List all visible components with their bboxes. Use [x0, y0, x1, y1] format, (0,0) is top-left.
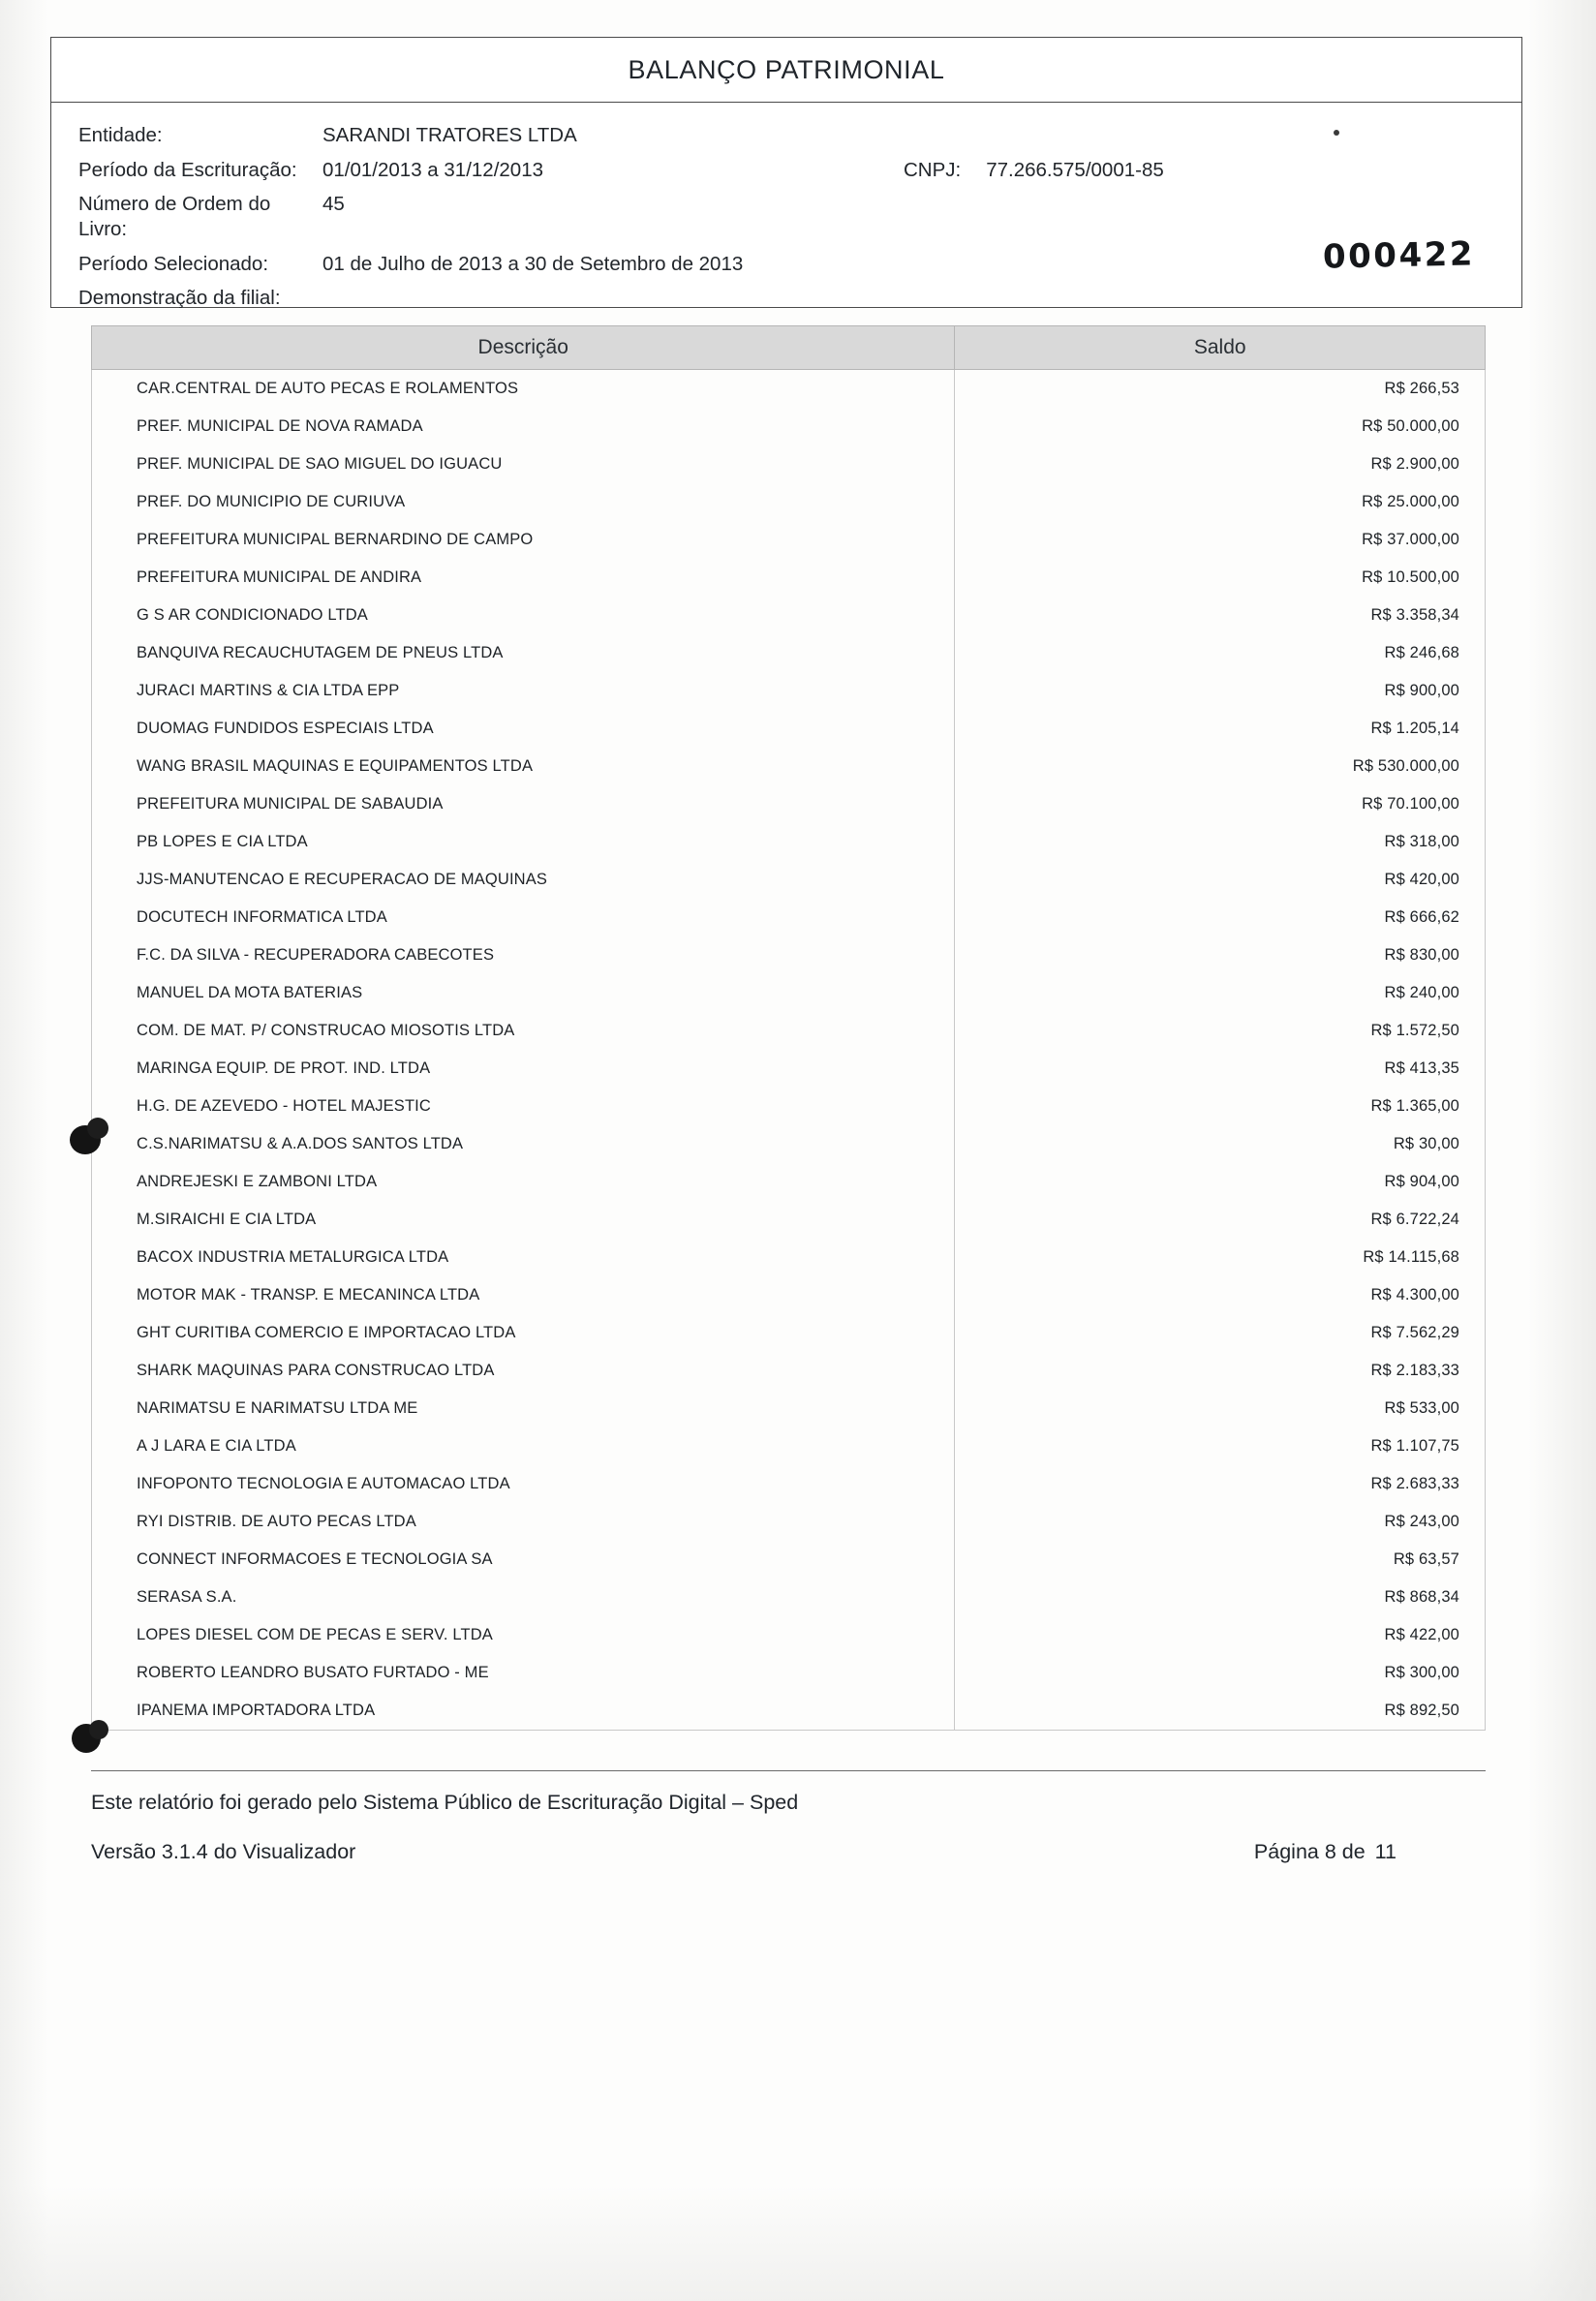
header-row-demonstracao-filial: [51, 281, 1521, 316]
cell-descricao: BACOX INDUSTRIA METALURGICA LTDA: [92, 1239, 955, 1276]
footer-version: Versão 3.1.4 do Visualizador: [91, 1840, 356, 1863]
cell-saldo: R$ 533,00: [955, 1390, 1486, 1427]
table-row: [92, 823, 1486, 861]
cell-descricao: MANUEL DA MOTA BATERIAS: [92, 974, 955, 1012]
header-row-entidade: [51, 118, 1521, 153]
table-row: [92, 1314, 1486, 1352]
cell-saldo: R$ 25.000,00: [955, 483, 1486, 521]
cell-descricao: G S AR CONDICIONADO LTDA: [92, 597, 955, 634]
periodo-escrituracao-value: 01/01/2013 a 31/12/2013: [322, 158, 543, 181]
page-title: BALANÇO PATRIMONIAL: [628, 54, 945, 84]
footer-page-number: [1254, 1840, 1396, 1864]
table-row: [92, 634, 1486, 672]
table-row: [92, 936, 1486, 974]
cell-saldo: R$ 10.500,00: [955, 559, 1486, 597]
table-row: [92, 597, 1486, 634]
column-header-descricao: Descrição: [92, 326, 955, 370]
table-row: [92, 1352, 1486, 1390]
page-stamp-number: 000422: [1322, 234, 1476, 277]
cell-descricao: GHT CURITIBA COMERCIO E IMPORTACAO LTDA: [92, 1314, 955, 1352]
cell-descricao: WANG BRASIL MAQUINAS E EQUIPAMENTOS LTDA: [92, 748, 955, 785]
table-row: [92, 974, 1486, 1012]
table-row: [92, 1163, 1486, 1201]
table-head: [92, 326, 1486, 370]
header-row-numero-ordem: [51, 187, 1521, 246]
cell-saldo: R$ 2.183,33: [955, 1352, 1486, 1390]
cell-saldo: R$ 1.365,00: [955, 1088, 1486, 1125]
table-row: [92, 1125, 1486, 1163]
cell-saldo: R$ 240,00: [955, 974, 1486, 1012]
table-row: [92, 1541, 1486, 1579]
cell-descricao: IPANEMA IMPORTADORA LTDA: [92, 1692, 955, 1731]
table-row: [92, 1692, 1486, 1731]
document-content: [50, 37, 1522, 1863]
cell-saldo: R$ 37.000,00: [955, 521, 1486, 559]
cell-saldo: R$ 1.205,14: [955, 710, 1486, 748]
cell-descricao: PREF. DO MUNICIPIO DE CURIUVA: [92, 483, 955, 521]
periodo-escrituracao-label: Período da Escrituração:: [78, 158, 297, 181]
table-row: [92, 748, 1486, 785]
cell-descricao: ROBERTO LEANDRO BUSATO FURTADO - ME: [92, 1654, 955, 1692]
cell-saldo: R$ 3.358,34: [955, 597, 1486, 634]
table-row: [92, 710, 1486, 748]
cell-descricao: ANDREJESKI E ZAMBONI LTDA: [92, 1163, 955, 1201]
entidade-label: Entidade:: [78, 124, 163, 146]
scan-edge-shading-bottom: [0, 2185, 1596, 2301]
table-row: [92, 1427, 1486, 1465]
table-row: [92, 559, 1486, 597]
cell-saldo: R$ 1.572,50: [955, 1012, 1486, 1050]
header-row-periodo-escrituracao: [51, 153, 1521, 188]
cell-descricao: PREFEITURA MUNICIPAL BERNARDINO DE CAMPO: [92, 521, 955, 559]
table-row: [92, 1088, 1486, 1125]
cell-saldo: R$ 266,53: [955, 370, 1486, 409]
table-row: [92, 1276, 1486, 1314]
cell-descricao: MOTOR MAK - TRANSP. E MECANINCA LTDA: [92, 1276, 955, 1314]
cell-saldo: R$ 1.107,75: [955, 1427, 1486, 1465]
cell-descricao: COM. DE MAT. P/ CONSTRUCAO MIOSOTIS LTDA: [92, 1012, 955, 1050]
entidade-value: SARANDI TRATORES LTDA: [322, 124, 577, 146]
column-header-saldo: Saldo: [955, 326, 1486, 370]
cell-descricao: NARIMATSU E NARIMATSU LTDA ME: [92, 1390, 955, 1427]
balance-table: [91, 325, 1486, 1731]
cell-descricao: C.S.NARIMATSU & A.A.DOS SANTOS LTDA: [92, 1125, 955, 1163]
table-row: [92, 785, 1486, 823]
cell-descricao: A J LARA E CIA LTDA: [92, 1427, 955, 1465]
footer-bottom-row: [91, 1840, 1486, 1864]
table-row: [92, 861, 1486, 899]
cell-descricao: LOPES DIESEL COM DE PECAS E SERV. LTDA: [92, 1616, 955, 1654]
table-row: [92, 1012, 1486, 1050]
cell-descricao: SHARK MAQUINAS PARA CONSTRUCAO LTDA: [92, 1352, 955, 1390]
cell-descricao: MARINGA EQUIP. DE PROT. IND. LTDA: [92, 1050, 955, 1088]
ink-blob-artifact-2b: [89, 1720, 108, 1739]
table-row: [92, 1654, 1486, 1692]
document-header-box: [50, 103, 1522, 308]
periodo-selecionado-value: 01 de Julho de 2013 a 30 de Setembro de 2013: [322, 252, 744, 275]
cell-descricao: CONNECT INFORMACOES E TECNOLOGIA SA: [92, 1541, 955, 1579]
cnpj-label: CNPJ:: [904, 158, 962, 181]
cell-descricao: PREFEITURA MUNICIPAL DE SABAUDIA: [92, 785, 955, 823]
table-row: [92, 1616, 1486, 1654]
cell-saldo: R$ 243,00: [955, 1503, 1486, 1541]
cell-saldo: R$ 666,62: [955, 899, 1486, 936]
cell-saldo: R$ 413,35: [955, 1050, 1486, 1088]
scan-artifact-dot: [1334, 130, 1339, 136]
table-row: [92, 1503, 1486, 1541]
cell-saldo: R$ 7.562,29: [955, 1314, 1486, 1352]
cell-saldo: R$ 300,00: [955, 1654, 1486, 1692]
cell-saldo: R$ 892,50: [955, 1692, 1486, 1731]
cell-descricao: M.SIRAICHI E CIA LTDA: [92, 1201, 955, 1239]
table-row: [92, 483, 1486, 521]
cell-saldo: R$ 530.000,00: [955, 748, 1486, 785]
table-row: [92, 1239, 1486, 1276]
cell-descricao: PREFEITURA MUNICIPAL DE ANDIRA: [92, 559, 955, 597]
footer-generated-by: Este relatório foi gerado pelo Sistema Público de Escrituração Digital – Sped: [91, 1791, 799, 1814]
cnpj-group: [904, 158, 1164, 183]
cell-saldo: R$ 2.900,00: [955, 445, 1486, 483]
cell-saldo: R$ 70.100,00: [955, 785, 1486, 823]
cell-saldo: R$ 900,00: [955, 672, 1486, 710]
table-row: [92, 521, 1486, 559]
cell-saldo: R$ 830,00: [955, 936, 1486, 974]
numero-ordem-value: 45: [322, 193, 345, 216]
cell-descricao: SERASA S.A.: [92, 1579, 955, 1616]
table-header-row: [92, 326, 1486, 370]
numero-ordem-label: Número de Ordem do Livro:: [78, 193, 271, 240]
cell-descricao: PREF. MUNICIPAL DE SAO MIGUEL DO IGUACU: [92, 445, 955, 483]
table-row: [92, 672, 1486, 710]
table-row: [92, 445, 1486, 483]
cell-descricao: JURACI MARTINS & CIA LTDA EPP: [92, 672, 955, 710]
cell-descricao: F.C. DA SILVA - RECUPERADORA CABECOTES: [92, 936, 955, 974]
table-row: [92, 408, 1486, 445]
cell-saldo: R$ 420,00: [955, 861, 1486, 899]
cell-saldo: R$ 422,00: [955, 1616, 1486, 1654]
cnpj-value: 77.266.575/0001-85: [986, 158, 1164, 181]
periodo-selecionado-label: Período Selecionado:: [78, 252, 269, 275]
cell-saldo: R$ 904,00: [955, 1163, 1486, 1201]
balance-table-wrapper: [91, 325, 1486, 1731]
cell-saldo: R$ 246,68: [955, 634, 1486, 672]
cell-descricao: DUOMAG FUNDIDOS ESPECIAIS LTDA: [92, 710, 955, 748]
cell-saldo: R$ 50.000,00: [955, 408, 1486, 445]
header-row-periodo-selecionado: [51, 247, 1521, 282]
table-row: [92, 1390, 1486, 1427]
table-row: [92, 1579, 1486, 1616]
cell-descricao: INFOPONTO TECNOLOGIA E AUTOMACAO LTDA: [92, 1465, 955, 1503]
table-row: [92, 1050, 1486, 1088]
cell-descricao: CAR.CENTRAL DE AUTO PECAS E ROLAMENTOS: [92, 370, 955, 409]
cell-descricao: H.G. DE AZEVEDO - HOTEL MAJESTIC: [92, 1088, 955, 1125]
page-total: 11: [1374, 1840, 1396, 1863]
cell-descricao: PB LOPES E CIA LTDA: [92, 823, 955, 861]
footer-divider: [91, 1770, 1486, 1771]
cell-saldo: R$ 868,34: [955, 1579, 1486, 1616]
cell-saldo: R$ 30,00: [955, 1125, 1486, 1163]
cell-saldo: R$ 14.115,68: [955, 1239, 1486, 1276]
cell-descricao: BANQUIVA RECAUCHUTAGEM DE PNEUS LTDA: [92, 634, 955, 672]
cell-descricao: JJS-MANUTENCAO E RECUPERACAO DE MAQUINAS: [92, 861, 955, 899]
scan-edge-shading-left: [0, 0, 48, 2301]
document-title-box: [50, 37, 1522, 103]
cell-descricao: DOCUTECH INFORMATICA LTDA: [92, 899, 955, 936]
cell-descricao: RYI DISTRIB. DE AUTO PECAS LTDA: [92, 1503, 955, 1541]
page-label: Página 8 de: [1253, 1840, 1366, 1863]
table-row: [92, 899, 1486, 936]
ink-blob-artifact-1b: [87, 1118, 108, 1139]
cell-saldo: R$ 2.683,33: [955, 1465, 1486, 1503]
cell-descricao: PREF. MUNICIPAL DE NOVA RAMADA: [92, 408, 955, 445]
cell-saldo: R$ 4.300,00: [955, 1276, 1486, 1314]
demonstracao-filial-label: Demonstração da filial:: [78, 287, 281, 310]
table-row: [92, 1465, 1486, 1503]
cell-saldo: R$ 318,00: [955, 823, 1486, 861]
cell-saldo: R$ 63,57: [955, 1541, 1486, 1579]
table-row: [92, 1201, 1486, 1239]
cell-saldo: R$ 6.722,24: [955, 1201, 1486, 1239]
document-footer: [91, 1770, 1486, 1864]
scan-edge-shading-right: [1528, 0, 1596, 2301]
table-row: [92, 370, 1486, 409]
table-body: [92, 370, 1486, 1731]
